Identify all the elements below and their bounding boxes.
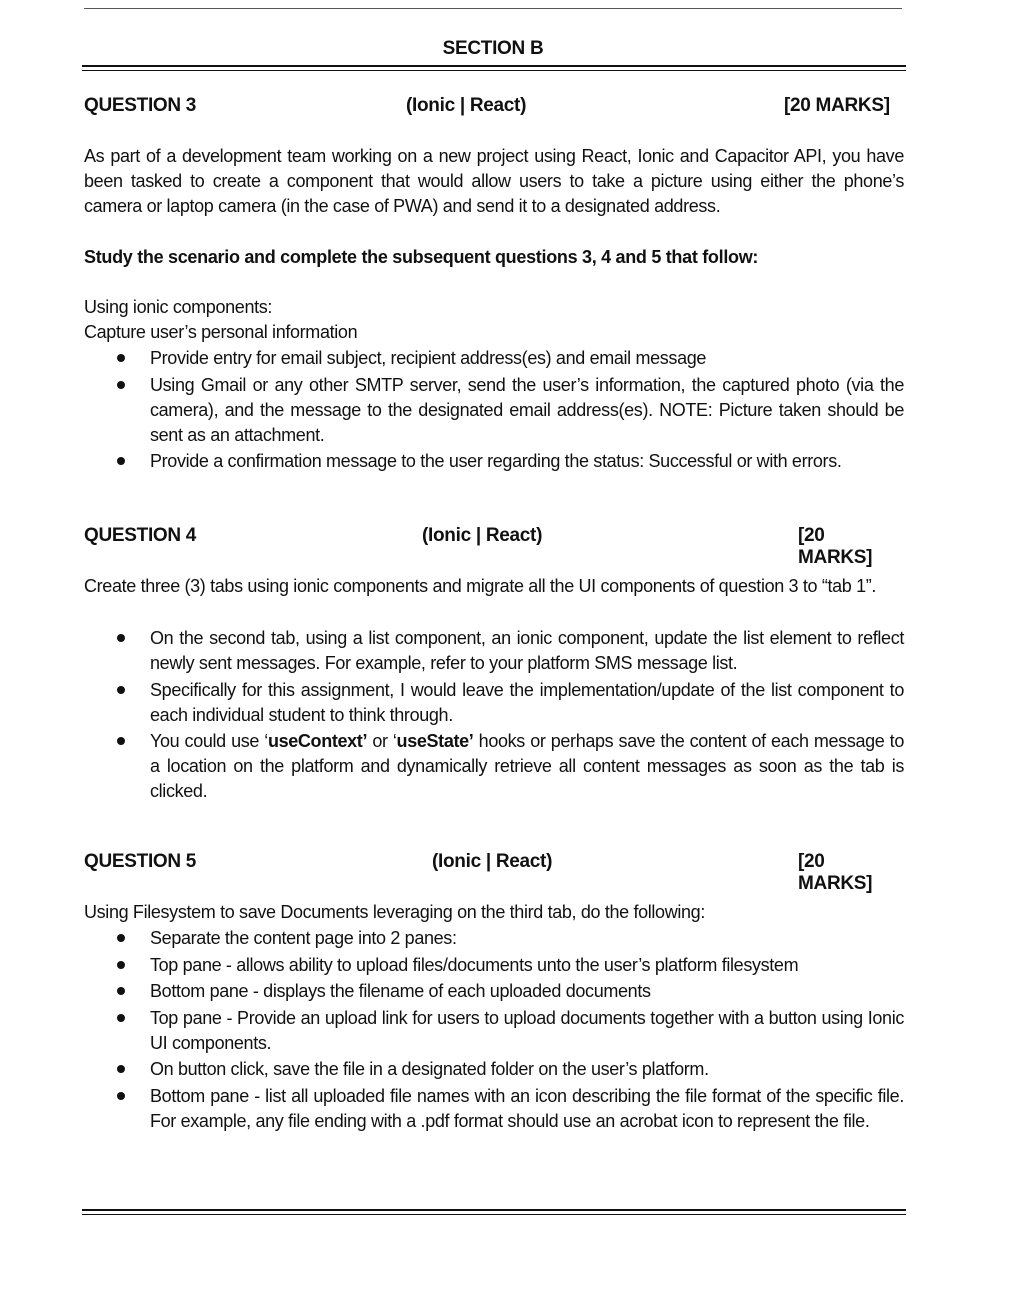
footer-divider xyxy=(82,1209,906,1215)
question-4-heading xyxy=(84,525,902,568)
bullet-icon xyxy=(117,1014,125,1022)
list-item-text: Top pane - allows ability to upload files/documents unto the user’s platform filesystem xyxy=(150,954,799,975)
list-item xyxy=(84,678,904,728)
document-page xyxy=(84,0,906,1297)
question-5-intro: Using Filesystem to save Documents leveraging on the third tab, do the following: xyxy=(84,902,705,922)
question-5-topic: (Ionic | React) xyxy=(432,851,553,872)
question-4-topic: (Ionic | React) xyxy=(422,525,543,546)
list-item xyxy=(84,1084,904,1134)
section-divider xyxy=(82,65,906,71)
question-4-marks: [20 MARKS] xyxy=(798,525,873,568)
question-4-intro: Create three (3) tabs using ionic components and migrate all the UI components of question 3 to “tab 1”. xyxy=(84,576,877,596)
list-item xyxy=(84,979,904,1004)
question-3-line-2: Capture user’s personal information xyxy=(84,322,358,342)
bullet-icon xyxy=(117,961,125,969)
question-3-heading xyxy=(84,95,902,119)
list-item xyxy=(84,346,904,371)
list-item xyxy=(84,1057,904,1082)
list-item-text: Bottom pane - list all uploaded file names with an icon describing the file format of the specific file. For example, any file ending with a .pdf format should use an acrobat icon to represent the file. xyxy=(150,1085,904,1131)
question-3-bullet-list xyxy=(84,346,904,476)
hook-name-usecontext: useContext’ xyxy=(267,731,368,751)
question-5-number: QUESTION 5 xyxy=(84,851,197,872)
list-item xyxy=(84,729,904,804)
list-item xyxy=(84,449,904,474)
list-item-text: hooks or perhaps save the content of each message to a location on the platform and dynamically retrieve all content messages as soon as the tab is clicked. xyxy=(150,731,904,801)
list-item xyxy=(84,1006,904,1056)
question-5-heading xyxy=(84,851,902,894)
question-3-instruction: Study the scenario and complete the subsequent questions 3, 4 and 5 that follow: xyxy=(84,247,759,267)
list-item-text: On button click, save the file in a designated folder on the user’s platform. xyxy=(150,1059,709,1079)
question-3-topic: (Ionic | React) xyxy=(406,95,527,116)
bullet-icon xyxy=(117,354,125,362)
question-3-line-1: Using ionic components: xyxy=(84,297,273,317)
bullet-icon xyxy=(117,934,125,942)
section-title: SECTION B xyxy=(442,38,544,59)
bullet-icon xyxy=(117,381,125,389)
list-item-text: Provide a confirmation message to the user regarding the status: Successful or with errors. xyxy=(150,451,842,471)
list-item xyxy=(84,926,904,951)
list-item-text: Provide entry for email subject, recipient address(es) and email message xyxy=(150,348,707,368)
hook-name-usestate: useState’ xyxy=(396,731,474,751)
list-item-text: Bottom pane - displays the filename of each uploaded documents xyxy=(150,981,651,1001)
question-4-bullet-list xyxy=(84,626,904,806)
list-item-text: You could use ‘ xyxy=(150,731,268,751)
bullet-icon xyxy=(117,686,125,694)
list-item-text: Top pane - Provide an upload link for users to upload documents together with a button using Ionic UI components. xyxy=(150,1007,904,1053)
bullet-icon xyxy=(117,737,125,745)
bullet-icon xyxy=(117,634,125,642)
question-5-marks: [20 MARKS] xyxy=(798,851,873,894)
list-item xyxy=(84,373,904,448)
list-item-text: Specifically for this assignment, I would leave the implementation/update of the list component to each individual student to think through. xyxy=(150,679,904,725)
top-rule xyxy=(84,8,902,9)
list-item-text: Separate the content page into 2 panes: xyxy=(150,928,457,948)
list-item-text: Using Gmail or any other SMTP server, send the user’s information, the captured photo (via the camera), and the message to the designated email address(es). NOTE: Picture taken should be sent as an attachment. xyxy=(150,374,904,445)
bullet-icon xyxy=(117,1065,125,1073)
question-3-marks: [20 MARKS] xyxy=(784,95,890,116)
bullet-icon xyxy=(117,1092,125,1100)
bullet-icon xyxy=(117,457,125,465)
bullet-icon xyxy=(117,987,125,995)
list-item-text: or ‘ xyxy=(367,731,397,751)
question-3-number: QUESTION 3 xyxy=(84,95,197,116)
question-5-bullet-list xyxy=(84,926,904,1135)
question-4-number: QUESTION 4 xyxy=(84,525,197,546)
question-3-intro: As part of a development team working on a new project using React, Ionic and Capacitor API, you have been tasked to create a component that would allow users to take a picture using either the phone’s camera or laptop camera (in the case of PWA) and send it to a designated address. xyxy=(84,146,904,216)
list-item xyxy=(84,953,904,978)
list-item-text: On the second tab, using a list component, an ionic component, update the list element to reflect newly sent messages. For example, refer to your platform SMS message list. xyxy=(150,628,904,673)
list-item xyxy=(84,626,904,676)
